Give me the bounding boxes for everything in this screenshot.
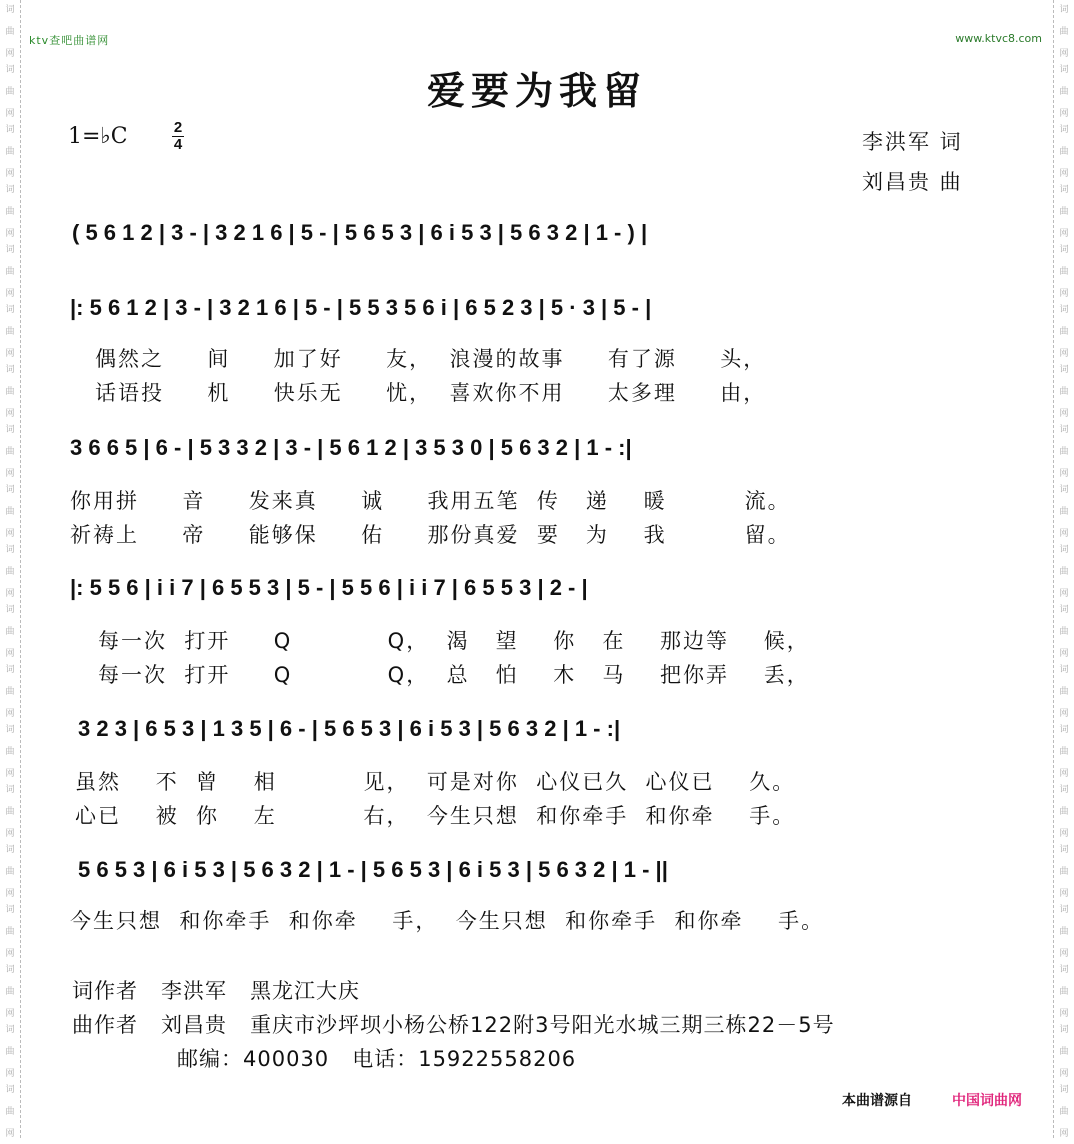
watermark-char: 词 [5,845,15,855]
postcode-label: 邮编： [177,1047,243,1071]
watermark-char: 网 [1059,349,1069,359]
watermark-group [1054,600,1074,660]
watermark-char: 网 [5,469,15,479]
watermark-char: 网 [5,829,15,839]
watermark-char: 曲 [1059,507,1069,517]
watermark-group [0,1080,20,1140]
watermark-char: 词 [5,965,15,975]
watermark-char: 网 [1059,889,1069,899]
watermark-char: 曲 [5,327,15,337]
watermark-char: 网 [1059,409,1069,419]
watermark-char: 曲 [1059,1107,1069,1117]
watermark-group [0,180,20,240]
watermark-char: 网 [5,1129,15,1139]
phone-label: 电话： [352,1047,419,1071]
watermark-char: 曲 [5,867,15,877]
watermark-group [1054,480,1074,540]
notation-line: 3 6 6 5 | 6 - | 5 3 3 2 | 3 - | 5 6 1 2 | 3 5 3 0 | 5 6 3 2 | 1 - :| [70,435,632,460]
watermark-group [1054,960,1074,1020]
lyric-verse-1: 每一次 打开 Q Q， 渴 望 你 在 那边等 候， [98,629,810,653]
watermark-char: 词 [5,5,15,15]
watermark-char: 词 [5,245,15,255]
watermark-char: 词 [5,185,15,195]
time-signature [172,120,184,153]
notation-line: 3 2 3 | 6 5 3 | 1 3 5 | 6 - | 5 6 5 3 | 6 i 5 3 | 5 6 3 2 | 1 - :| [78,716,621,741]
watermark-group [0,900,20,960]
watermark-group [0,360,20,420]
watermark-group [0,420,20,480]
lyric-verse-2: 话语投 机 快乐无 忧， 喜欢你不用 太多理 由， [95,381,767,405]
watermark-char: 曲 [5,147,15,157]
watermark-char: 网 [1059,229,1069,239]
watermark-char: 网 [1059,709,1069,719]
postcode: 400030 [243,1047,330,1071]
watermark-char: 曲 [1059,567,1069,577]
watermark-group [1054,240,1074,300]
watermark-char: 词 [1059,485,1069,495]
watermark-char: 网 [1059,169,1069,179]
source-label: 本曲谱源自 [842,1093,912,1109]
watermark-char: 网 [5,409,15,419]
watermark-char: 网 [1059,829,1069,839]
watermark-char: 词 [1059,785,1069,795]
watermark-char: 词 [1059,305,1069,315]
watermark-group [0,780,20,840]
site-url-right[interactable]: www.ktvc8.com [955,32,1042,45]
watermark-group [1054,900,1074,960]
key-signature: 1=♭C [68,124,128,149]
watermark-char: 曲 [1059,687,1069,697]
watermark-char: 曲 [5,1047,15,1057]
watermark-char: 词 [1059,185,1069,195]
watermark-group [1054,840,1074,900]
lyric-verse-1: 虽然 不 曾 相 见， 可是对你 心仪已久 心仪已 久。 [75,770,796,794]
time-signature-top: 2 [173,119,183,136]
watermark-char: 网 [5,949,15,959]
watermark-char: 词 [5,65,15,75]
watermark-group [1054,1080,1074,1140]
watermark-char: 网 [5,109,15,119]
watermark-char: 曲 [5,507,15,517]
lyric-verse-2: 祈祷上 帝 能够保 佑 那份真爱 要 为 我 留。 [70,523,791,547]
watermark-char: 曲 [1059,627,1069,637]
watermark-group [1054,540,1074,600]
watermark-char: 网 [1059,529,1069,539]
watermark-char: 词 [1059,5,1069,15]
watermark-char: 网 [5,169,15,179]
watermark-char: 网 [1059,949,1069,959]
watermark-group [1054,120,1074,180]
lyric-verse-1: 偶然之 间 加了好 友， 浪漫的故事 有了源 头， [95,347,767,371]
watermark-char: 网 [5,649,15,659]
watermark-group [0,0,20,60]
watermark-char: 词 [1059,425,1069,435]
watermark-char: 词 [1059,125,1069,135]
watermark-char: 网 [5,769,15,779]
watermark-group [0,1020,20,1080]
site-name-left: ktv查吧曲谱网 [29,34,110,47]
watermark-group [1054,780,1074,840]
watermark-char: 曲 [5,87,15,97]
watermark-char: 网 [1059,589,1069,599]
right-watermark-strip [1053,0,1074,1138]
composer-label: 曲作者 [72,1013,138,1037]
watermark-group [0,660,20,720]
watermark-char: 曲 [1059,27,1069,37]
watermark-char: 曲 [5,1107,15,1117]
watermark-char: 词 [1059,905,1069,915]
watermark-char: 曲 [5,207,15,217]
watermark-group [1054,300,1074,360]
watermark-char: 网 [1059,469,1069,479]
watermark-char: 网 [1059,1129,1069,1139]
watermark-char: 曲 [5,567,15,577]
watermark-char: 词 [5,785,15,795]
watermark-group [0,120,20,180]
watermark-char: 词 [1059,245,1069,255]
composer-name: 刘昌贵 [161,1013,228,1037]
watermark-char: 曲 [1059,207,1069,217]
watermark-char: 词 [1059,845,1069,855]
composer-credit: 刘昌贵 曲 [862,170,963,194]
watermark-group [0,960,20,1020]
watermark-char: 词 [5,365,15,375]
watermark-char: 网 [1059,649,1069,659]
watermark-char: 词 [5,665,15,675]
watermark-char: 词 [5,1025,15,1035]
watermark-char: 网 [1059,1069,1069,1079]
watermark-group [1054,420,1074,480]
lyric-verse-2: 每一次 打开 Q Q， 总 怕 木 马 把你弄 丢， [98,663,810,687]
watermark-group [0,720,20,780]
notation-line: ( 5 6 1 2 | 3 - | 3 2 1 6 | 5 - | 5 6 5 3 | 6 i 5 3 | 5 6 3 2 | 1 - ) | [72,220,648,245]
watermark-char: 网 [5,349,15,359]
watermark-char: 词 [5,725,15,735]
watermark-char: 网 [1059,769,1069,779]
watermark-group [0,600,20,660]
watermark-char: 曲 [1059,87,1069,97]
watermark-char: 曲 [1059,327,1069,337]
lyric-verse-2: 心已 被 你 左 右， 今生只想 和你牵手 和你牵 手。 [75,804,796,828]
lyric-verse-1: 你用拼 音 发来真 诚 我用五笔 传 递 暖 流。 [70,489,791,513]
watermark-char: 曲 [5,987,15,997]
watermark-group [1054,0,1074,60]
watermark-char: 词 [1059,725,1069,735]
watermark-char: 词 [1059,665,1069,675]
watermark-char: 曲 [5,267,15,277]
notation-line: |: 5 6 1 2 | 3 - | 3 2 1 6 | 5 - | 5 5 3 5 6 i | 6 5 2 3 | 5 · 3 | 5 - | [70,295,652,320]
watermark-group [0,300,20,360]
watermark-char: 曲 [1059,867,1069,877]
watermark-char: 词 [5,125,15,135]
watermark-char: 网 [5,289,15,299]
left-watermark-strip [0,0,21,1138]
watermark-char: 词 [1059,545,1069,555]
watermark-char: 词 [5,545,15,555]
watermark-char: 词 [1059,1025,1069,1035]
watermark-char: 曲 [1059,147,1069,157]
watermark-char: 曲 [1059,387,1069,397]
watermark-char: 曲 [5,927,15,937]
composer-info [72,1009,835,1039]
watermark-char: 曲 [5,687,15,697]
song-title: 爱要为我留 [426,68,647,113]
watermark-char: 词 [5,425,15,435]
watermark-char: 词 [1059,605,1069,615]
watermark-char: 网 [5,709,15,719]
source-brand-link[interactable]: 中国词曲网 [952,1093,1022,1109]
watermark-char: 词 [5,605,15,615]
watermark-char: 曲 [1059,987,1069,997]
watermark-char: 网 [5,889,15,899]
watermark-char: 词 [5,905,15,915]
lyricist-info [72,975,360,1005]
watermark-group [1054,180,1074,240]
watermark-char: 网 [5,1009,15,1019]
watermark-char: 词 [1059,365,1069,375]
watermark-char: 词 [1059,65,1069,75]
watermark-group [1054,360,1074,420]
lyric-verse-1: 今生只想 和你牵手 和你牵 手， 今生只想 和你牵手 和你牵 手。 [70,909,825,933]
phone: 15922558206 [418,1047,577,1071]
watermark-char: 网 [5,1069,15,1079]
lyricist-label: 词作者 [72,979,138,1003]
watermark-char: 曲 [5,447,15,457]
watermark-char: 曲 [1059,267,1069,277]
watermark-char: 网 [1059,1009,1069,1019]
watermark-char: 曲 [5,627,15,637]
watermark-group [1054,1020,1074,1080]
watermark-char: 词 [5,1085,15,1095]
notation-line: 5 6 5 3 | 6 i 5 3 | 5 6 3 2 | 1 - | 5 6 5 3 | 6 i 5 3 | 5 6 3 2 | 1 - || [78,857,668,882]
watermark-char: 曲 [5,27,15,37]
contact-info [177,1043,576,1073]
time-signature-bottom: 4 [173,136,183,153]
composer-address: 重庆市沙坪坝小杨公桥122附3号阳光水城三期三栋22－5号 [250,1013,835,1037]
lyricist-credit: 李洪军 词 [862,130,963,154]
watermark-char: 曲 [1059,447,1069,457]
lyricist-place: 黑龙江大庆 [250,979,361,1003]
watermark-group [0,540,20,600]
watermark-group [0,480,20,540]
watermark-char: 曲 [1059,747,1069,757]
watermark-char: 网 [1059,49,1069,59]
watermark-char: 网 [5,229,15,239]
watermark-char: 词 [5,485,15,495]
watermark-char: 词 [1059,965,1069,975]
watermark-group [1054,720,1074,780]
watermark-char: 词 [5,305,15,315]
watermark-char: 网 [1059,109,1069,119]
watermark-char: 网 [5,49,15,59]
watermark-char: 曲 [5,387,15,397]
watermark-group [0,840,20,900]
watermark-char: 曲 [1059,927,1069,937]
watermark-char: 曲 [5,747,15,757]
watermark-char: 曲 [5,807,15,817]
watermark-char: 网 [5,589,15,599]
watermark-char: 网 [1059,289,1069,299]
watermark-group [1054,660,1074,720]
watermark-char: 网 [5,529,15,539]
watermark-group [0,240,20,300]
notation-line: |: 5 5 6 | i i 7 | 6 5 5 3 | 5 - | 5 5 6 | i i 7 | 6 5 5 3 | 2 - | [70,575,588,600]
watermark-char: 曲 [1059,807,1069,817]
lyricist-name: 李洪军 [161,979,228,1003]
watermark-char: 曲 [1059,1047,1069,1057]
watermark-char: 词 [1059,1085,1069,1095]
